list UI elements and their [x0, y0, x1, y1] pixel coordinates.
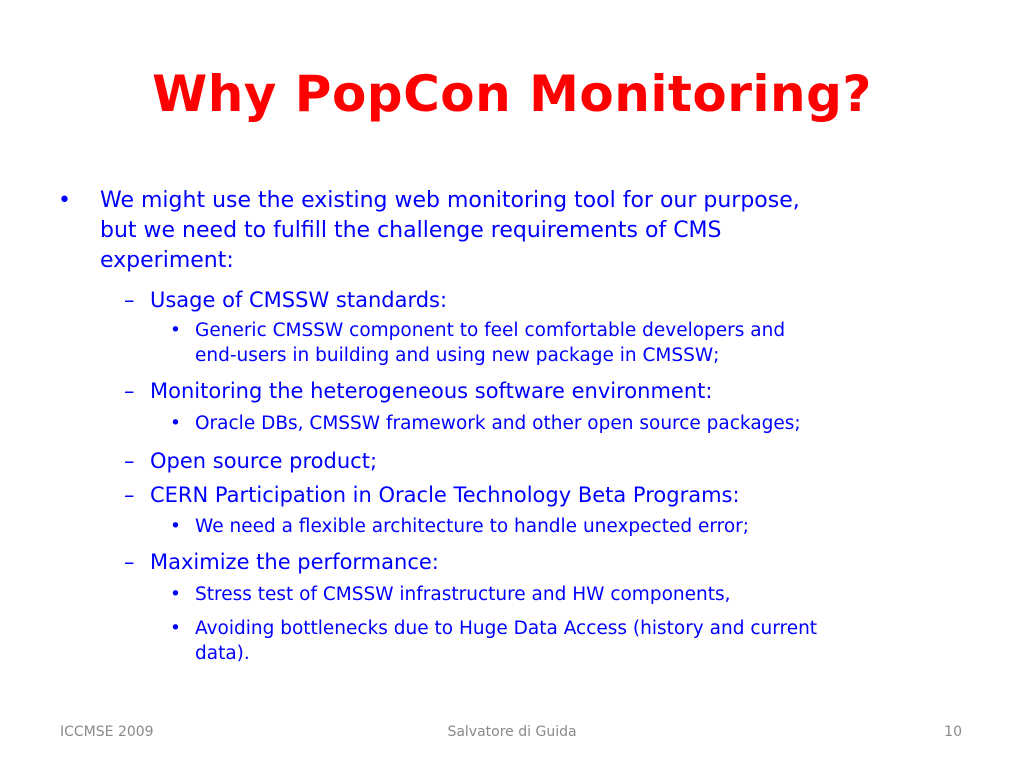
bullet-text: experiment: — [100, 248, 234, 273]
detail-bullet-marker: • — [170, 320, 181, 341]
sub-bullet-text: Maximize the performance: — [150, 550, 439, 574]
detail-bullet-marker: • — [170, 516, 181, 537]
sub-bullet-marker: – — [124, 483, 135, 507]
bullet-marker: • — [58, 188, 71, 213]
bullet-text: but we need to fulfill the challenge requirements of CMS — [100, 218, 722, 243]
footer-page-number: 10 — [944, 724, 962, 740]
detail-bullet-text: Stress test of CMSSW infrastructure and HW components, — [195, 584, 731, 605]
detail-bullet-text: Oracle DBs, CMSSW framework and other open source packages; — [195, 413, 801, 434]
sub-bullet-text: Open source product; — [150, 449, 378, 473]
footer-conference: ICCMSE 2009 — [60, 724, 154, 740]
sub-bullet-marker: – — [124, 288, 135, 312]
footer-author: Salvatore di Guida — [447, 724, 577, 740]
sub-bullet-marker: – — [124, 379, 135, 403]
detail-bullet-marker: • — [170, 413, 181, 434]
sub-bullet-marker: – — [124, 550, 135, 574]
detail-bullet-text: We need a flexible architecture to handle unexpected error; — [195, 516, 749, 537]
detail-bullet-marker: • — [170, 584, 181, 605]
detail-bullet-text: end-users in building and using new package in CMSSW; — [195, 345, 720, 366]
sub-bullet-text: CERN Participation in Oracle Technology Beta Programs: — [150, 483, 740, 507]
sub-bullet-text: Monitoring the heterogeneous software environment: — [150, 379, 713, 403]
slide-title: Why PopCon Monitoring? — [152, 65, 872, 123]
sub-bullet-marker: – — [124, 449, 135, 473]
detail-bullet-marker: • — [170, 618, 181, 639]
detail-bullet-text: data). — [195, 643, 250, 664]
sub-bullet-text: Usage of CMSSW standards: — [150, 288, 448, 312]
detail-bullet-text: Avoiding bottlenecks due to Huge Data Access (history and current — [195, 618, 818, 639]
bullet-text: We might use the existing web monitoring tool for our purpose, — [100, 188, 800, 213]
detail-bullet-text: Generic CMSSW component to feel comfortable developers and — [195, 320, 786, 341]
